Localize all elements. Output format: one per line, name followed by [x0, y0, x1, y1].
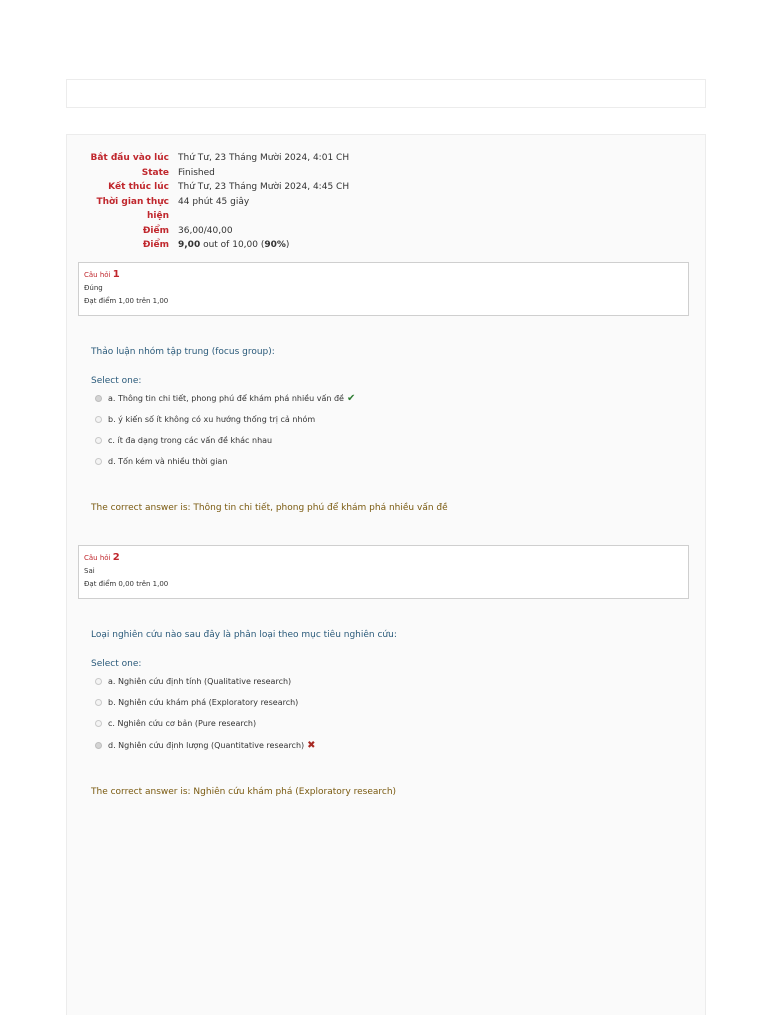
summary-row-completed: [78, 180, 378, 195]
summary-label: Thời gian thực hiện: [96, 196, 169, 221]
answer-option[interactable]: [95, 393, 355, 404]
summary-label: Điểm: [142, 240, 169, 250]
radio-button[interactable]: [95, 720, 102, 727]
summary-value: Finished: [178, 167, 215, 178]
radio-button[interactable]: [95, 395, 102, 402]
summary-label: Bắt đầu vào lúc: [90, 153, 169, 163]
option-label: b. Nghiên cứu khám phá (Exploratory research): [108, 698, 299, 707]
radio-button[interactable]: [95, 699, 102, 706]
summary-row-grade: [78, 238, 378, 253]
question-prefix: Câu hỏi: [84, 271, 111, 279]
answer-option[interactable]: [95, 740, 316, 751]
answer-option[interactable]: [95, 436, 272, 445]
answer-option[interactable]: [95, 719, 256, 728]
grade-score: 9,00: [178, 240, 201, 250]
question-status: Sai: [84, 567, 95, 575]
question-mark: Đạt điểm 1,00 trên 1,00: [84, 297, 169, 305]
question-number: [84, 268, 683, 282]
grade-end: ): [285, 240, 290, 250]
question-number-value: 2: [112, 552, 120, 563]
summary-label: Kết thúc lúc: [108, 182, 169, 192]
attempt-summary: [78, 151, 378, 253]
answer-option[interactable]: [95, 698, 298, 707]
summary-value: Thứ Tư, 23 Tháng Mười 2024, 4:01 CH: [178, 153, 350, 163]
summary-value: Thứ Tư, 23 Tháng Mười 2024, 4:45 CH: [178, 182, 350, 192]
question-number: [84, 551, 683, 565]
radio-button[interactable]: [95, 678, 102, 685]
summary-row-state: [78, 166, 378, 181]
question-status: Đúng: [84, 284, 103, 292]
grade-middle: out of 10,00 (: [200, 240, 265, 250]
summary-value: 44 phút 45 giây: [178, 196, 250, 207]
radio-button[interactable]: [95, 742, 102, 749]
option-label: a. Thông tin chi tiết, phong phú để khám phá nhiều vấn đề: [108, 394, 344, 403]
answer-option[interactable]: [95, 677, 291, 686]
question-number-value: 1: [112, 269, 120, 280]
radio-button[interactable]: [95, 416, 102, 423]
summary-label: Điểm: [142, 225, 169, 236]
radio-button[interactable]: [95, 437, 102, 444]
question-text: Thảo luận nhóm tập trung (focus group):: [91, 347, 275, 357]
summary-row-started: [78, 151, 378, 166]
answer-option[interactable]: [95, 457, 227, 466]
question-info-1: [78, 262, 689, 316]
option-label: d. Nghiên cứu định lượng (Quantitative research): [108, 741, 305, 750]
option-label: a. Nghiên cứu định tính (Qualitative research): [108, 677, 292, 686]
top-navigation-bar: [66, 79, 706, 108]
summary-label: State: [141, 167, 169, 178]
question-text: Loại nghiên cứu nào sau đây là phân loại theo mục tiêu nghiên cứu:: [91, 630, 397, 640]
grade-percent: 90%: [264, 240, 286, 250]
option-label: c. Nghiên cứu cơ bản (Pure research): [108, 719, 257, 728]
cross-icon: ✖: [307, 740, 316, 751]
option-label: b. ý kiến số ít không có xu hướng thống trị cả nhóm: [108, 415, 316, 424]
select-one-label: Select one:: [91, 659, 142, 669]
check-icon: ✔: [346, 393, 356, 404]
correct-answer: The correct answer is: Thông tin chi tiết, phong phú để khám phá nhiều vấn đề: [91, 503, 448, 513]
option-label: d. Tốn kém và nhiều thời gian: [108, 457, 228, 466]
question-mark: Đạt điểm 0,00 trên 1,00: [84, 580, 169, 588]
correct-answer: The correct answer is: Nghiên cứu khám phá (Exploratory research): [91, 787, 397, 797]
summary-row-time-taken: [78, 195, 378, 224]
select-one-label: Select one:: [91, 376, 142, 386]
question-info-2: [78, 545, 689, 599]
option-label: c. ít đa dạng trong các vấn đề khác nhau: [108, 436, 273, 445]
radio-button[interactable]: [95, 458, 102, 465]
answer-option[interactable]: [95, 415, 315, 424]
summary-value: 36,00/40,00: [178, 225, 233, 236]
summary-row-marks: [78, 224, 378, 239]
summary-value: [178, 238, 378, 253]
question-prefix: Câu hỏi: [84, 554, 111, 562]
